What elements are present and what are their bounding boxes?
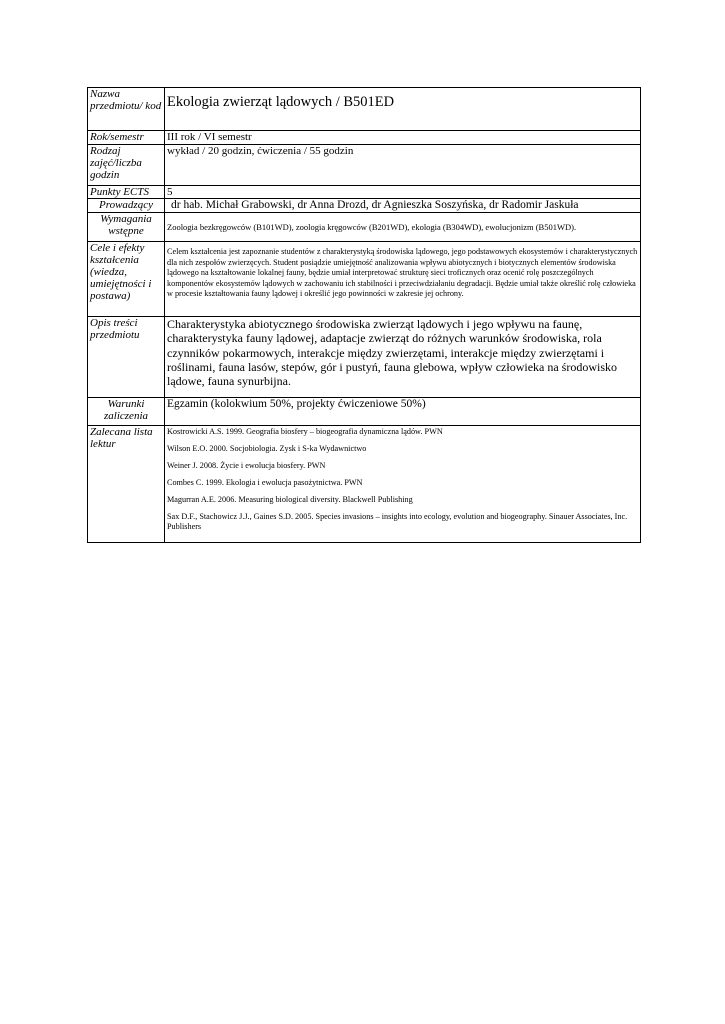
pass-conditions-value: Egzamin (kolokwium 50%, projekty ćwiczeniowe 50%) [165,398,641,426]
year-semester-label: Rok/semestr [88,131,165,145]
course-content-label: Opis treści przedmiotu [88,317,165,398]
row-course-name [88,88,641,131]
reading-list-label: Zalecana lista lektur [88,426,165,543]
ects-value: 5 [165,186,641,199]
reading-list-item: Magurran A.E. 2006. Measuring biological diversity. Blackwell Publishing [167,495,413,504]
course-content-value: Charakterystyka abiotycznego środowiska zwierząt lądowych i jego wpływu na faunę, charakterystyka fauny lądowej, adaptacje zwierząt do różnych warunków środowiska, rola czynników pokarmowych, interakcje między zwierzętami, interakcje między zwierzętami i roślinami, fauna lasów, stepów, gór i pustyń, fauna glebowa, wpływ człowieka na środowisko lądowe, fauna synurbijna. [165,317,641,398]
ects-label: Punkty ECTS [88,186,165,199]
row-lecturers [88,199,641,213]
reading-list-item: Sax D.F., Stachowicz J.J., Gaines S.D. 2005. Species invasions – insights into ecology, evolution and biogeography. Sinauer Associates, Inc. Publishers [167,512,628,531]
row-pass-conditions [88,398,641,426]
class-type-label: Rodzaj zajęć/liczba godzin [88,145,165,186]
row-course-content [88,317,641,398]
course-name-label: Nazwa przedmiotu/ kod [88,88,165,131]
course-name-value: Ekologia zwierząt lądowych / B501ED [165,88,641,131]
class-type-value: wykład / 20 godzin, ćwiczenia / 55 godzin [165,145,641,186]
reading-list-item: Weiner J. 2008. Życie i ewolucja biosfery. PWN [167,461,326,470]
row-requirements [88,213,641,242]
reading-list-item: Combes C. 1999. Ekologia i ewolucja pasożytnictwa. PWN [167,478,363,487]
row-reading-list [88,426,641,543]
reading-list-value [165,426,641,543]
learning-goals-label: Cele i efekty kształcenia (wiedza, umiejętności i postawa) [88,242,165,317]
syllabus-table [87,87,641,543]
pass-conditions-label: Warunki zaliczenia [88,398,165,426]
year-semester-value: III rok / VI semestr [165,131,641,145]
row-class-type [88,145,641,186]
reading-list-item: Kostrowicki A.S. 1999. Geografia biosfery – biogeografia dynamiczna lądów. PWN [167,427,443,436]
requirements-value: Zoologia bezkręgowców (B101WD), zoologia kręgowców (B201WD), ekologia (B304WD), ewolucjonizm (B501WD). [165,213,641,242]
lecturers-value: dr hab. Michał Grabowski, dr Anna Drozd, dr Agnieszka Soszyńska, dr Radomir Jaskuła [165,199,641,213]
row-ects [88,186,641,199]
row-learning-goals [88,242,641,317]
row-year-semester [88,131,641,145]
reading-list-item: Wilson E.O. 2000. Socjobiologia. Zysk i S-ka Wydawnictwo [167,444,367,453]
requirements-label: Wymagania wstępne [88,213,165,242]
lecturers-label: Prowadzący [88,199,165,213]
learning-goals-value: Celem kształcenia jest zapoznanie studentów z charakterystyką środowiska lądowego, jego podstawowych ekosystemów i charakterystycznych dla nich zespołów zwierzęcych. Student posiądzie umiejętność analizowania wpływu abiotycznych i biotycznych elementów środowiska lądowego na kształtowanie lokalnej fauny, będzie umiał interpretować strukturę sieci troficznych oraz ocenić rolę poszczególnych komponentów ekosystemów lądowych w zachowaniu ich stabilności i przeciwdziałaniu degradacji. Będzie umiał także określić rolę człowieka w procesie kształtowania fauny lądowej i określić jego powinności w zakresie jej ochrony. [165,242,641,317]
